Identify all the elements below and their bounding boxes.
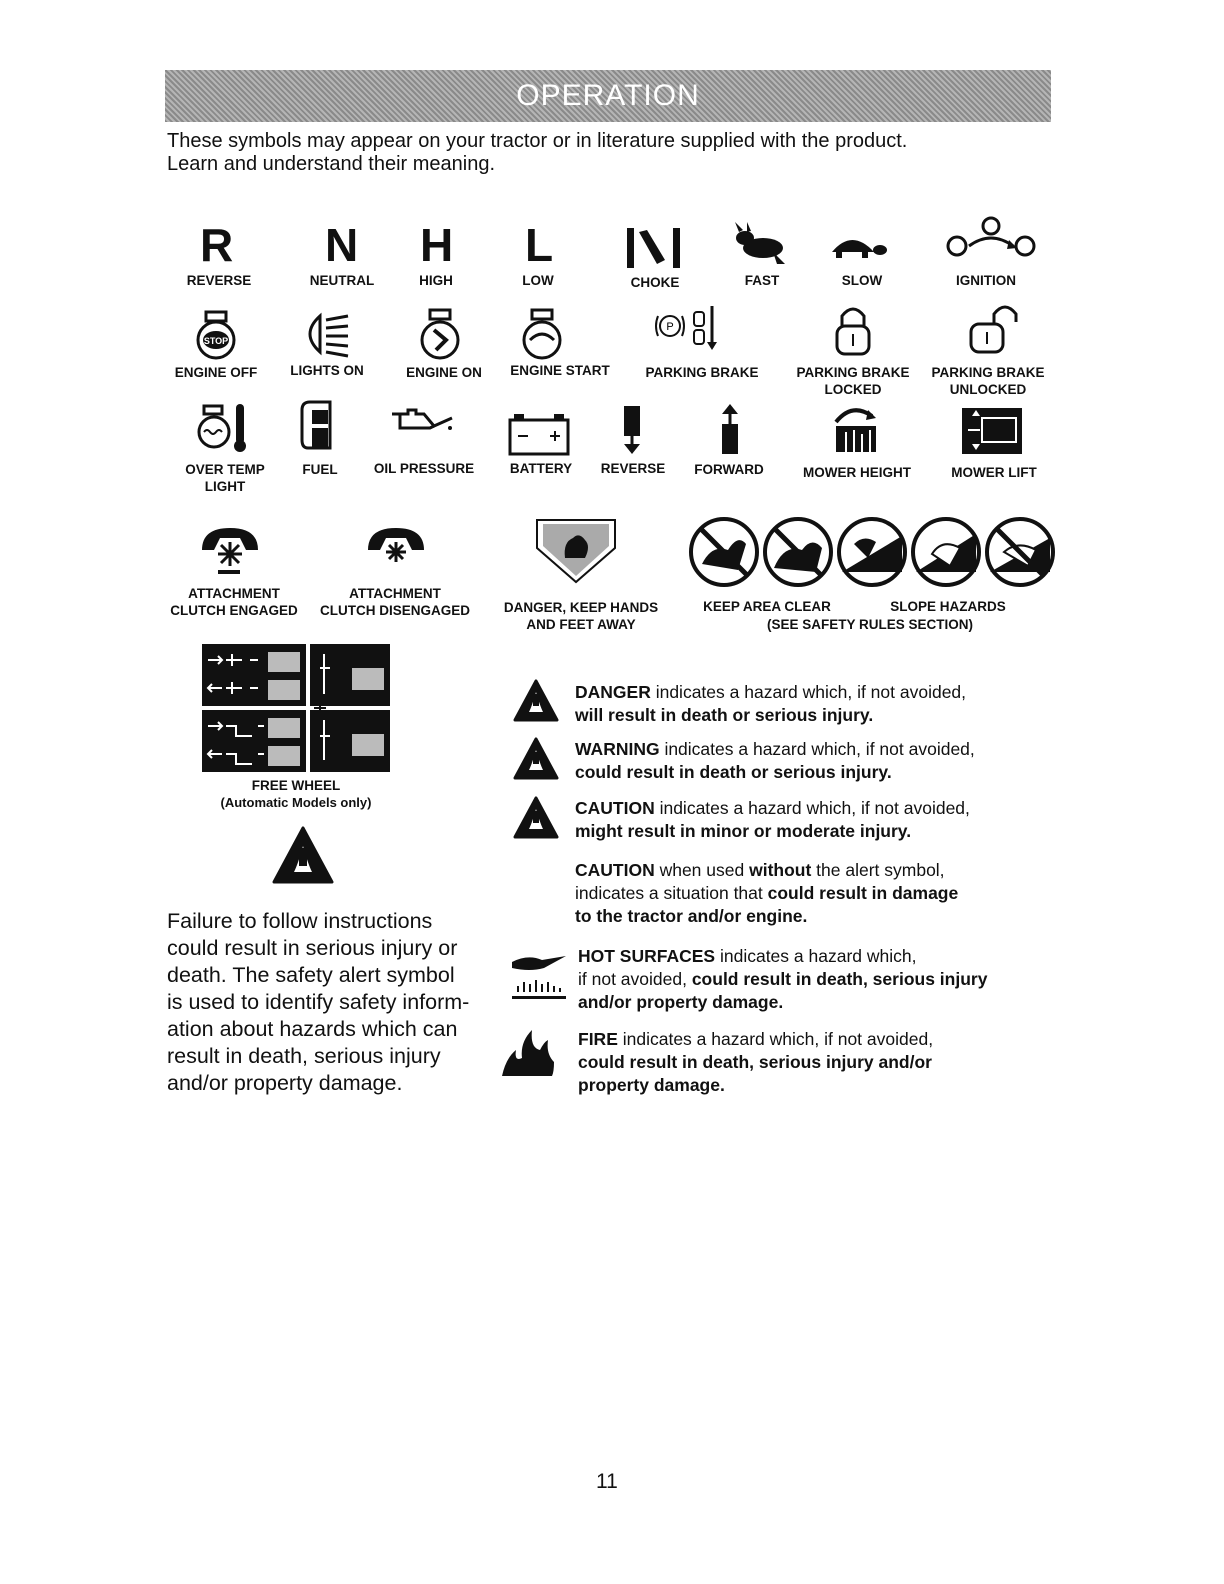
warning-definition (575, 738, 1035, 784)
section-banner (165, 70, 1051, 122)
caution2-text-c: indicates a situation that (575, 883, 768, 903)
choke-icon (625, 226, 685, 270)
danger-hands-line-1: DANGER, KEEP HANDS (503, 600, 659, 615)
caution-alert-icon (513, 795, 559, 841)
danger-definition (575, 681, 1035, 727)
failure-line: could result in serious injury or (167, 936, 458, 960)
over-temp-icon (198, 402, 250, 454)
caution2-word: CAUTION (575, 860, 655, 880)
ignition-icon (945, 216, 1037, 262)
label-engine-off: ENGINE OFF (174, 365, 258, 380)
hot-text-b: could result in death, serious injury (691, 969, 988, 989)
fuel-icon (298, 400, 338, 450)
caution2-text-b: the alert symbol, (811, 860, 945, 880)
label-ignition: IGNITION (956, 273, 1016, 288)
clutch-engaged-line-2: CLUTCH ENGAGED (170, 603, 298, 618)
failure-line: result in death, serious injury (167, 1044, 441, 1068)
low-letter: L (525, 219, 554, 271)
over-temp-line-1: OVER TEMP (185, 462, 265, 477)
rabbit-icon (733, 222, 793, 268)
battery-icon (506, 412, 572, 456)
brake-locked-line-2: LOCKED (824, 382, 882, 397)
neutral-letter: N (325, 219, 359, 271)
label-mower-height: MOWER HEIGHT (803, 465, 911, 480)
engine-start-icon (520, 308, 564, 360)
label-free-wheel (221, 777, 372, 811)
label-fast: FAST (744, 273, 780, 288)
caution-definition (575, 797, 1035, 843)
clutch-engaged-icon (200, 524, 262, 580)
parking-brake-unlocked-icon (968, 302, 1024, 358)
label-reverse-direction: REVERSE (600, 461, 666, 476)
label-over-temp (185, 461, 265, 495)
free-wheel-line-1: FREE WHEEL (251, 778, 341, 793)
label-parking-brake: PARKING BRAKE (645, 365, 759, 380)
danger-bold: will result in death or serious injury. (575, 705, 874, 725)
keep-area-clear-icon-2 (765, 519, 831, 585)
clutch-engaged-line-1: ATTACHMENT (188, 586, 280, 601)
label-clutch-engaged (170, 585, 298, 619)
caution-no-symbol-definition (575, 859, 1035, 928)
label-brake-locked (796, 364, 909, 398)
fire-text-c: property damage. (578, 1075, 725, 1095)
caution2-without: without (749, 860, 812, 880)
label-brake-unlocked (931, 364, 1044, 398)
label-engine-on: ENGINE ON (406, 365, 482, 380)
lights-on-icon (298, 308, 354, 358)
fire-definition (578, 1028, 1038, 1097)
warning-rest: indicates a hazard which, if not avoided, (659, 739, 975, 759)
parking-brake-icon (652, 302, 722, 352)
free-wheel-line-2: (Automatic Models only) (220, 795, 372, 810)
caution2-text-e: to the tractor and/or engine. (575, 906, 808, 926)
hot-surfaces-definition (578, 945, 1038, 1014)
label-keep-area-clear: KEEP AREA CLEAR (703, 599, 831, 614)
caution-word: CAUTION (575, 798, 655, 818)
label-choke: CHOKE (630, 275, 680, 290)
hot-rest: indicates a hazard which, (715, 946, 917, 966)
label-reverse: REVERSE (186, 273, 252, 288)
hot-text-a: if not avoided, (578, 969, 692, 989)
label-lights-on: LIGHTS ON (290, 363, 364, 378)
over-temp-line-2: LIGHT (204, 479, 246, 494)
brake-unlocked-line-1: PARKING BRAKE (931, 365, 1045, 380)
danger-hands-icon (535, 518, 617, 584)
danger-rest: indicates a hazard which, if not avoided, (650, 682, 967, 702)
failure-line: Failure to follow instructions (167, 909, 433, 933)
hot-text-c: and/or property damage. (578, 992, 784, 1012)
caution-rest: indicates a hazard which, if not avoided, (654, 798, 970, 818)
label-fuel: FUEL (302, 462, 338, 477)
intro-line-2: Learn and understand their meaning. (167, 153, 496, 175)
label-oil-pressure: OIL PRESSURE (373, 461, 475, 476)
free-wheel-icon (202, 644, 390, 772)
brake-locked-line-1: PARKING BRAKE (796, 365, 910, 380)
parking-brake-locked-icon (834, 304, 872, 358)
caution-bold: might result in minor or moderate injury. (575, 821, 912, 841)
label-forward: FORWARD (694, 462, 764, 477)
warning-bold: could result in death or serious injury. (575, 762, 892, 782)
label-danger-hands (504, 599, 658, 633)
failure-line: is used to identify safety inform- (167, 990, 470, 1014)
failure-paragraph (167, 908, 487, 1097)
fire-rest: indicates a hazard which, if not avoided, (617, 1029, 934, 1049)
page-number: 11 (596, 1470, 618, 1493)
safety-alert-icon (272, 826, 334, 886)
brake-unlocked-line-2: UNLOCKED (949, 382, 1027, 397)
slope-hazard-icon-3 (987, 519, 1053, 585)
danger-word: DANGER (575, 682, 651, 702)
label-slow: SLOW (841, 273, 883, 288)
hazard-circles-icon (688, 514, 1056, 590)
failure-line: death. The safety alert symbol (167, 963, 455, 987)
hot-surfaces-icon (508, 948, 570, 1004)
engine-on-icon (418, 308, 462, 360)
danger-alert-icon (513, 678, 559, 724)
label-clutch-disengaged (320, 585, 470, 619)
fire-word: FIRE (578, 1029, 618, 1049)
reverse-letter: R (200, 219, 234, 271)
label-mower-lift: MOWER LIFT (951, 465, 1037, 480)
slope-hazard-icon-1 (839, 519, 905, 585)
failure-line: and/or property damage. (167, 1071, 403, 1095)
fire-text-b: could result in death, serious injury and/or (578, 1052, 932, 1072)
svg-text:P: P (666, 321, 674, 333)
label-engine-start: ENGINE START (510, 363, 610, 378)
label-slope-hazards: SLOPE HAZARDS (890, 599, 1006, 614)
engine-off-icon (194, 310, 238, 360)
clutch-disengaged-line-1: ATTACHMENT (349, 586, 441, 601)
fire-icon (498, 1028, 558, 1078)
hot-word: HOT SURFACES (578, 946, 716, 966)
label-low: LOW (522, 273, 554, 288)
caution2-text-a: when used (654, 860, 750, 880)
intro-text (167, 130, 1047, 176)
reverse-direction-icon (620, 404, 644, 456)
failure-line: ation about hazards which can (167, 1017, 458, 1041)
oil-pressure-icon (390, 406, 456, 442)
label-neutral: NEUTRAL (309, 273, 375, 288)
label-high: HIGH (419, 273, 453, 288)
keep-area-clear-icon-1 (691, 519, 757, 585)
high-letter: H (420, 219, 454, 271)
warning-alert-icon (513, 736, 559, 782)
section-title: OPERATION (516, 79, 700, 112)
warning-word: WARNING (575, 739, 660, 759)
mower-lift-icon (962, 408, 1022, 454)
forward-direction-icon (718, 404, 742, 456)
slope-hazard-icon-2 (913, 519, 979, 585)
intro-line-1: These symbols may appear on your tractor or in literature supplied with the product. (167, 130, 908, 152)
turtle-icon (822, 230, 888, 264)
label-battery: BATTERY (509, 461, 573, 476)
danger-hands-line-2: AND FEET AWAY (526, 617, 636, 632)
clutch-disengaged-line-2: CLUTCH DISENGAGED (319, 603, 471, 618)
mower-height-icon (826, 402, 888, 454)
caution2-text-d: could result in damage (767, 883, 959, 903)
label-see-safety-rules: (SEE SAFETY RULES SECTION) (766, 617, 974, 632)
clutch-disengaged-icon (366, 524, 428, 564)
stop-text: STOP (203, 336, 229, 346)
